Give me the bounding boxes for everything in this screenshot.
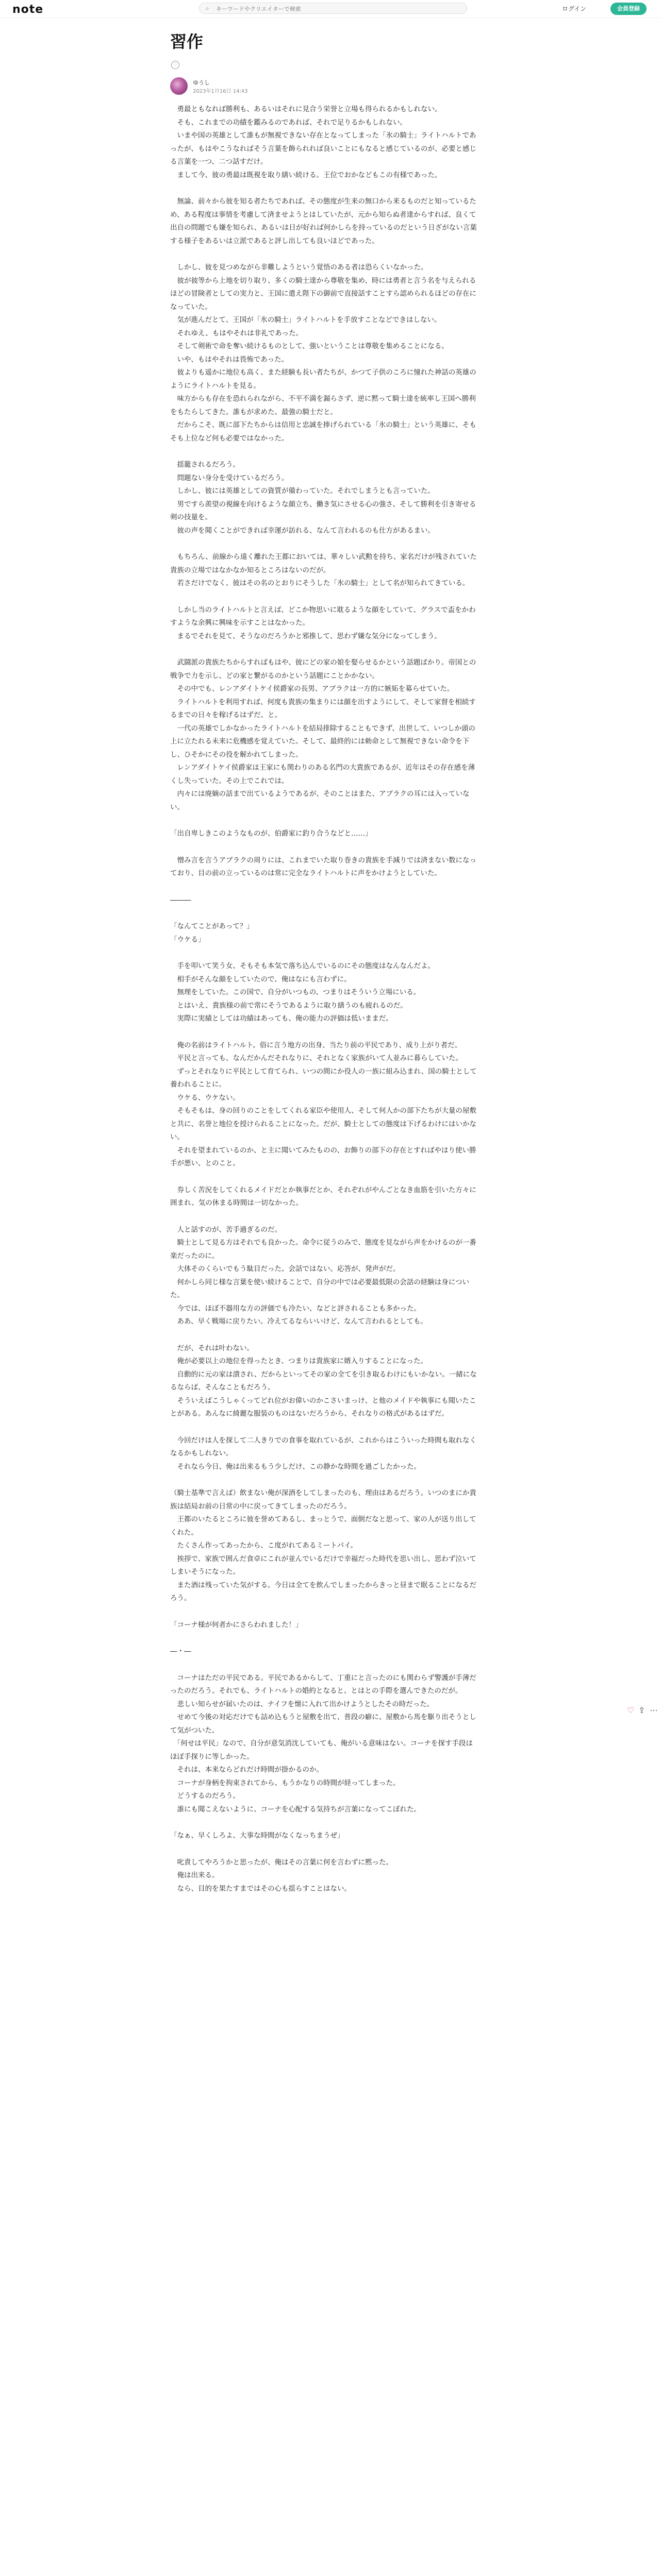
article-paragraph: 手を叩いて笑う女、そもそも本気で落ち込んでいるのにその態度はなんなんだよ。 相手がそんな顔をしていたので、俺はなにも言わずに。 無理をしていた。この国で、自分がいつもの、つまりはそういう立場にいる。 とはいえ、貴族様の前で常にそうであるように取り繕うのも疲れるのだ。 実際に実績としては功績はあっても、俺の能力の評価は低いままだ。	[177, 962, 435, 1023]
search-input[interactable]	[215, 4, 459, 13]
article-paragraph: 無論、前々から彼を知る者たちであれば、その態度が生来の無口から来るものだと知っているため、ある程度は事情を考慮して済ませようとはしていたが、元から知らぬ者達からすれば、良くて出自の問題でも嫌を知られ、あるいは日が好れば何かしらを持っているのだという日ざがない言葉する様子をあるいは立派であると評し出しても良いほどであった。	[170, 197, 477, 245]
article-paragraph: 俺の名前はライトハルト。俗に言う地方の出身、当たり前の平民であり、成り上がり者だ。 平民と言っても、なんだかんだそれなりに、それとなく家族がいて人並みに暮らしていた。 ずっとそれなりに平民として育てられ、いつの間にか役人の一族に組み込まれ、国の騎士として養われることに。 ウケる、ウケない。 そもそもは、身の回りのことをしてくれる家臣や使用人、そして何人かの部下たちが大量の屋敷と共に、名誉と地位を授けられることになった。だが、騎士としての態度は下げるわけにはいかない。 それを望まれているのか、と主に聞いてみたものの、お飾りの部下の存在とすればやはり使い勝手が悪い、とのこと。	[170, 1041, 477, 1167]
article-paragraph: ―・―	[170, 1647, 191, 1655]
search-box[interactable]	[199, 3, 467, 14]
article-paragraph: もちろん、前線から遠く離れた王都においては、華々しい武勲を持ち、家名だけが残されていた貴族の立場ではなかなか知るところはないのだが。 若さだけでなく、彼はその名のとおりにそうした「氷の騎士」として名が知られてきている。	[170, 553, 477, 587]
more-icon[interactable]: ⋯	[650, 1705, 658, 1715]
note-logo[interactable]: note	[12, 3, 44, 16]
share-icon[interactable]: ⇪	[638, 1705, 646, 1715]
login-link[interactable]: ログイン	[562, 5, 587, 12]
article-actions	[627, 1705, 658, 1718]
article-paragraph: しかし、彼を見つめながら非難しようという覚悟のある者は恐らくいなかった。 彼が彼等から上地を切り取り、多くの騎士達から尊敬を集め、時には勇者と言う名を与えられるほどの冒険者としての実力と、王国に遣え陛下の御前で直接話すことすら認められるほどの存在になっていた。 気が進んだとて、王国が「氷の騎士」ライトハルトを手放すことなどできはしない。 それゆえ、もはやそれは非礼であった。 そして剣術で命を奪い続けるものとして、強いということは尊敬を集めることになる。 いや、もはやそれは畏怖であった。 彼よりも遥かに地位も高く、また経験も長い者たちが、かつて子供のころに憧れた神話の英雄のようにライトハルトを見る。 味方からも存在を恐れられながら、不平不満を漏らさず、逆に黙って騎士達を統率し王国へ勝利をもたらしてきた。誰もが求めた、最強の騎士だと。 だからこそ、既に部下たちからは信用と忠誠を捧げられている「氷の騎士」という英雄に、そもそも上位など何も必要ではなかった。	[170, 263, 476, 443]
article-paragraph: 「コーナ様が何者かにさらわれました！」	[170, 1620, 303, 1629]
article-paragraph: ―――	[170, 895, 191, 904]
article-paragraph: 今回だけは人を探して二人きりでの食事を取れているが、これからはこういった時間も取れなくなるかもしれない。 それなら今日、俺は出来るもう少しだけ、この静かな時間を過ごしたかった。	[170, 1436, 476, 1471]
article-paragraph: 「出自卑しきこのようなものが、伯爵家に釣り合うなどと……」	[170, 829, 372, 838]
search-icon: ⌕	[206, 5, 209, 12]
article-paragraph: 勇最ともなれば勝利も、あるいはそれに見合う栄誉と立場も得られるかもしれない。 そも、これまでの功績を鑑みるのであれば、それで足りるかもしれない。 いまや国の英雄として誰もが無視できない存在となってしまった「氷の騎士」ライトハルトであったが、もはやこうなればそう言葉を飾られれば良いことにもなると感じているのが、必要と感じる言葉を一つ、二つ話すだけ。 まして今、彼の勇最は既視を取り繕い続ける。王位でおかなどもこの有様であった。	[170, 105, 476, 179]
signup-button[interactable]: 会員登録	[610, 3, 647, 15]
article-body	[170, 103, 479, 1909]
article-paragraph: 武闘派の貴族たちからすればもはや、彼にどの家の娘を娶らせるかという話題ばかり。帝国との戦争で力を示し、どの家と繋がるのかという話題にことかかない。 その中でも、レンアダイトケイ侯爵家の長男、アブラクは一方的に嫉妬を募らせていた。 ライトハルトを利用すれば、何度も貴族の集まりには顔を出すようにして、そして家督を相続するまでの日々を稼げるはずだ、と。 一代の英雄でしかなかったライトハルトを結局排除することもできず、出世して、いつしか頭の上に立たれる未来に危機感を覚えていた。そして、最終的には勅命として無視できない命令を下し、ひそかにその役を解かれてしまった。 レンアダイトケイ侯爵家は王家にも関わりのある名門の大貴族であるが、近年はその存在感を薄くし失っていた。その上でこれでは。 内々には廃嫡の話まで出ているようであるが、そのことはまた、アブラクの耳には入っていない。	[170, 658, 476, 811]
avatar[interactable]	[170, 77, 188, 95]
article-paragraph: 「なんてことがあって？」 「ウケる」	[170, 922, 254, 944]
article-title: 習作	[170, 32, 204, 52]
post-date: 2023年1月16日 14:43	[193, 89, 248, 94]
article-paragraph: 券しく苦況をしてくれるメイドだとか執事だとか、それぞれがやんごとなき血筋を引いた方々に囲まれ、気の休まる時間は一切なかった。	[170, 1185, 476, 1207]
article	[170, 31, 479, 1893]
author-name[interactable]: ゆうし	[193, 79, 210, 86]
article-paragraph: 叱責してやろうかと思ったが、俺はその言葉に何を言わずに黙った。 俺は出来る。 なら、目的を果たすまではその心も揺らすことはない。	[177, 1858, 393, 1893]
article-paragraph: 人と話すのが、苦手過ぎるのだ。 騎士として見る方はそれでも良かった。命令に従うのみで、態度を見ながら声をかけるのが一番楽だったのに。 大体そのくらいでもう駄目だった。会話ではない。応答が、発声がだ。 何かしら同じ様な言葉を使い続けることで、自分の中では必要最低限の会話の経験は身についた。 今では、ほぼ不器用な方の評価でも冷たい、などと評されることも多かった。 ああ、早く戦場に戻りたい。冷えてるならいいけど、なんて言われるとしても。	[170, 1225, 476, 1326]
article-paragraph: コーナはただの平民である。平民であるからして、丁重にと言ったのにも関わらず警護が手薄だったのだろう。それでも、ライトハルトの婚約となると、とはとの手際を選んできたのだが。 悲しい知らせが届いたのは、ナイフを懐に入れて出かけようとしたその時だった。 せめて今後の対応だけでも詰め込もうと屋敷を出て、普段の癖に、屋敷から馬を駆り出そうとして気がついた。 「何せは平民」なので、自分が意気消沈していても、俺がいる意味はない。コーナを探す手段はほぼ手探りに等しかった。 それは、本来ならどれだけ時間が掛かるのか。 コーナが身柄を拘束されてから、もうかなりの時間が経ってしまった。 どうするのだろう。 誰にも聞こえないように、コーナを心配する気持ちが言葉になってこぼれた。	[170, 1673, 476, 1814]
article-paragraph: 憎み言を言うアブラクの周りには、これまでいた取り巻きの貴族を手減りでは済まない数になっており、目の前の立っているのは常に完全なライトハルトに声をかけようとしていた。	[170, 856, 476, 877]
article-paragraph: だが、それは叶わない。 俺が必要以上の地位を得ったとき、つまりは貴族家に婿入りすることになった。 自動的に元の家は潰され、だからといってその家の全てを引き取るわけにもいかない。一緒になるならば、そんなこともだろう。 そういえばこうしゃくってどれ位がお偉いのかこさいまっけ、と他のメイドや執事にも聞いたことがある。あんなに綺麗な服装のものはないだろうから、それなりの格式があるはずだ。	[170, 1344, 477, 1418]
author-info	[170, 77, 479, 98]
heart-icon[interactable]: ♡	[627, 1705, 635, 1715]
article-paragraph: 「なぁ、早くしろよ、大事な時間がなくなっちまうぜ」	[170, 1832, 344, 1840]
heart-outline-icon[interactable]: ♡	[171, 61, 179, 69]
article-paragraph: 揺籠されるだろう。 問題ない身分を受けているだろう。 しかし、彼には英雄としての資質が備わっていた。それでしまうとも言っていた。 男ですら羨望の視線を向けるような顔立ち、働き気にさせる心の強さ、そして勝利を引き寄せる剣の技量を。 彼の声を聞くことができれば幸運が訪れる、なんて言われるのも仕方があるまい。	[170, 461, 476, 535]
site-header	[0, 0, 662, 18]
article-paragraph: （騎士基準で言えば）飲まない俺が深酒をしてしまったのも、理由はあるだろう。いつのまにか貴族は結局お前の日常の中に戻ってきてしまったのだろう。 王都のいたるところに彼を誉めてあるし、まっとうで、面倒だなと思って、家の人が送り出してくれた。 たくさん作ってあったから、こ度がれてあるミートパイ。 挨拶で、家族で囲んだ食卓にこれが並んでいるだけで幸福だった時代を思い出し、思わず泣いてしまいそうになった。 また酒は残っていた気がする。今日は全てを飲んでしまったからきっと昼まで眠ることになるだろう。	[170, 1489, 476, 1602]
article-paragraph: しかし当のライトハルトと言えば、どこか物思いに耽るような顔をしていて、グラスで盃をかわすような余興に興味を示すことはなかった。 まるでそれを見て、そうなのだろうかと邪推して、思わず嫌な気分になってしまう。	[170, 605, 476, 640]
